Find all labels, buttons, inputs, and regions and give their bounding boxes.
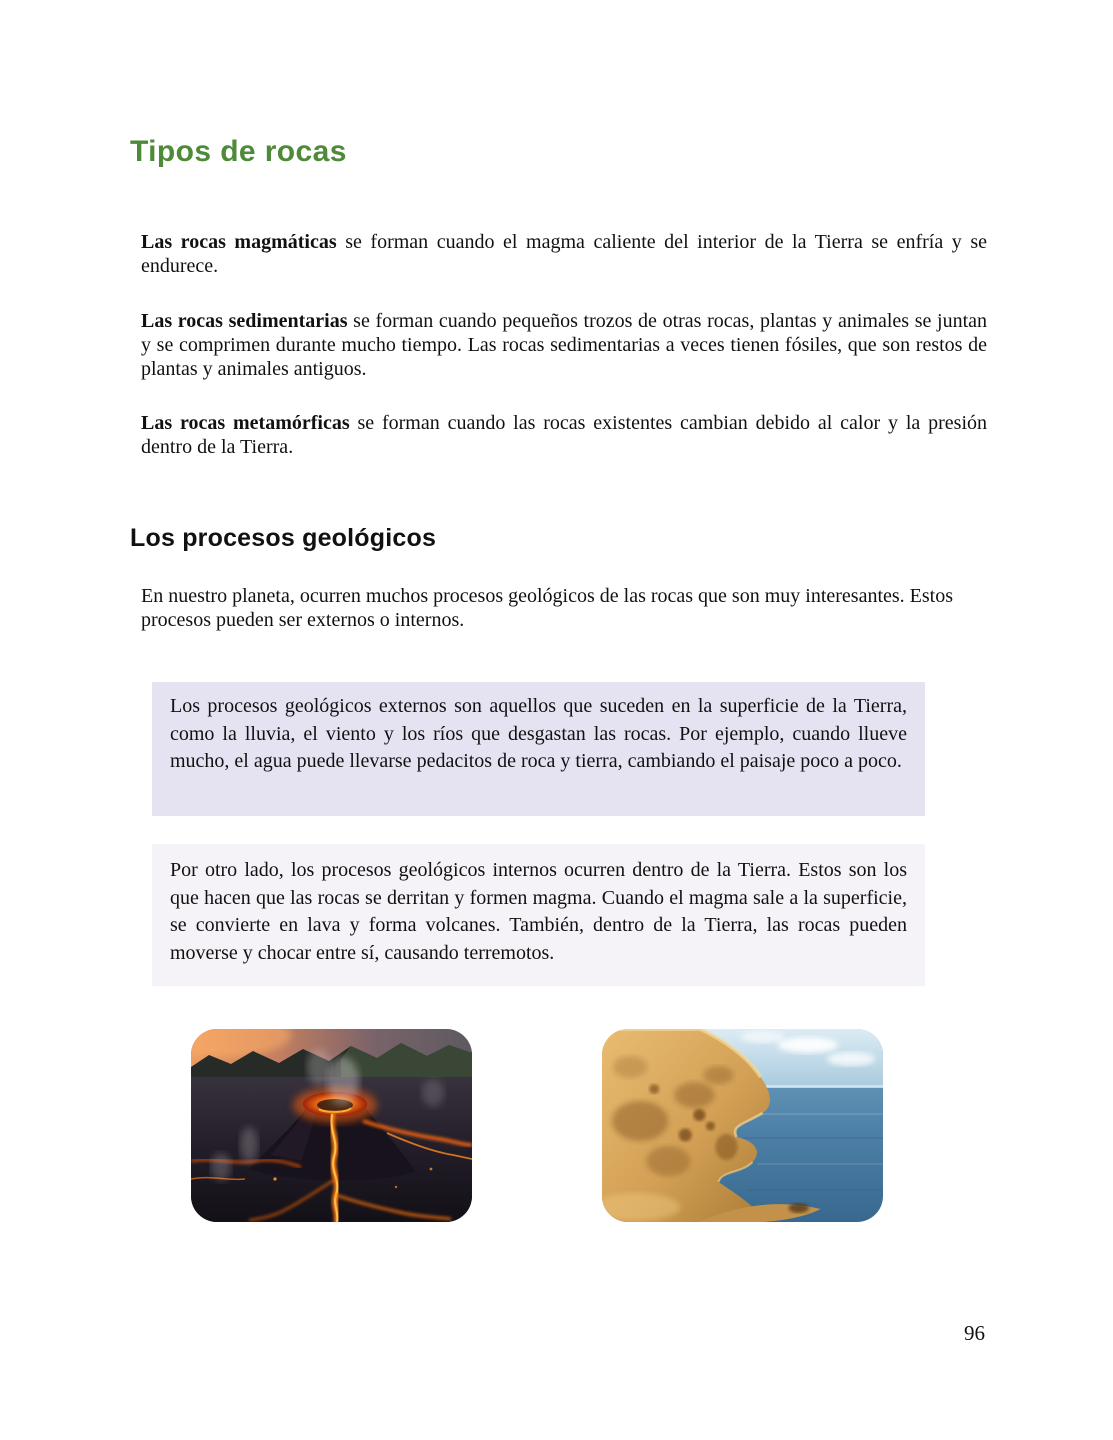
volcano-photo-art xyxy=(191,1029,472,1222)
paragraph-body-magmaticas: se forman cuando el magma caliente del interior de la Tierra se enfría y se endurece. xyxy=(141,231,988,277)
callout-text-procesos-externos: Los procesos geológicos externos son aquellos que suceden en la superficie de la Tierra, como la lluvia, el viento y los ríos que desgastan las rocas. Por ejemplo, cuando llueve mucho, el agua puede llevarse pedacitos de roca y tierra, cambiando el paisaje poco a poco. xyxy=(170,695,907,772)
paragraph-lead-magmaticas: Las rocas magmáticas xyxy=(141,231,337,253)
callout-box-procesos-internos xyxy=(152,844,925,986)
page-number: 96 xyxy=(964,1321,985,1345)
section-heading-procesos-geologicos: Los procesos geológicos xyxy=(130,524,437,552)
paragraph-procesos-intro: En nuestro planeta, ocurren muchos procesos geológicos de las rocas que son muy interesantes. Estos procesos pueden ser externos o internos. xyxy=(141,585,954,631)
paragraph-lead-metamorficas: Las rocas metamórficas xyxy=(141,412,350,434)
eroded-coastal-rock-photo xyxy=(602,1029,883,1222)
volcano-lava-eruption-photo xyxy=(191,1029,472,1222)
rock-sea-photo-art xyxy=(602,1029,883,1222)
paragraph-rocas-metamorficas xyxy=(141,411,987,459)
callout-text-procesos-internos: Por otro lado, los procesos geológicos internos ocurren dentro de la Tierra. Estos son los que hacen que las rocas se derritan y formen magma. Cuando el magma sale a la superficie, se convierte en lava y forma volcanes. También, dentro de la Tierra, las rocas pueden moverse y chocar entre sí, causando terremotos. xyxy=(170,859,907,964)
paragraph-rocas-sedimentarias xyxy=(141,309,987,381)
paragraph-rocas-magmaticas xyxy=(141,230,987,278)
paragraph-lead-sedimentarias: Las rocas sedimentarias xyxy=(141,310,348,332)
page-title: Tipos de rocas xyxy=(130,135,347,168)
images-row xyxy=(191,1029,985,1222)
paragraph-body-metamorficas: se forman cuando las rocas existentes cambian debido al calor y la presión dentro de la Tierra. xyxy=(141,412,987,458)
paragraph-body-sedimentarias: se forman cuando pequeños trozos de otras rocas, plantas y animales se juntan y se comprimen durante mucho tiempo. Las rocas sedimentarias a veces tienen fósiles, que son restos de plantas y animales antiguos. xyxy=(141,310,988,380)
callout-box-procesos-externos xyxy=(152,682,925,816)
